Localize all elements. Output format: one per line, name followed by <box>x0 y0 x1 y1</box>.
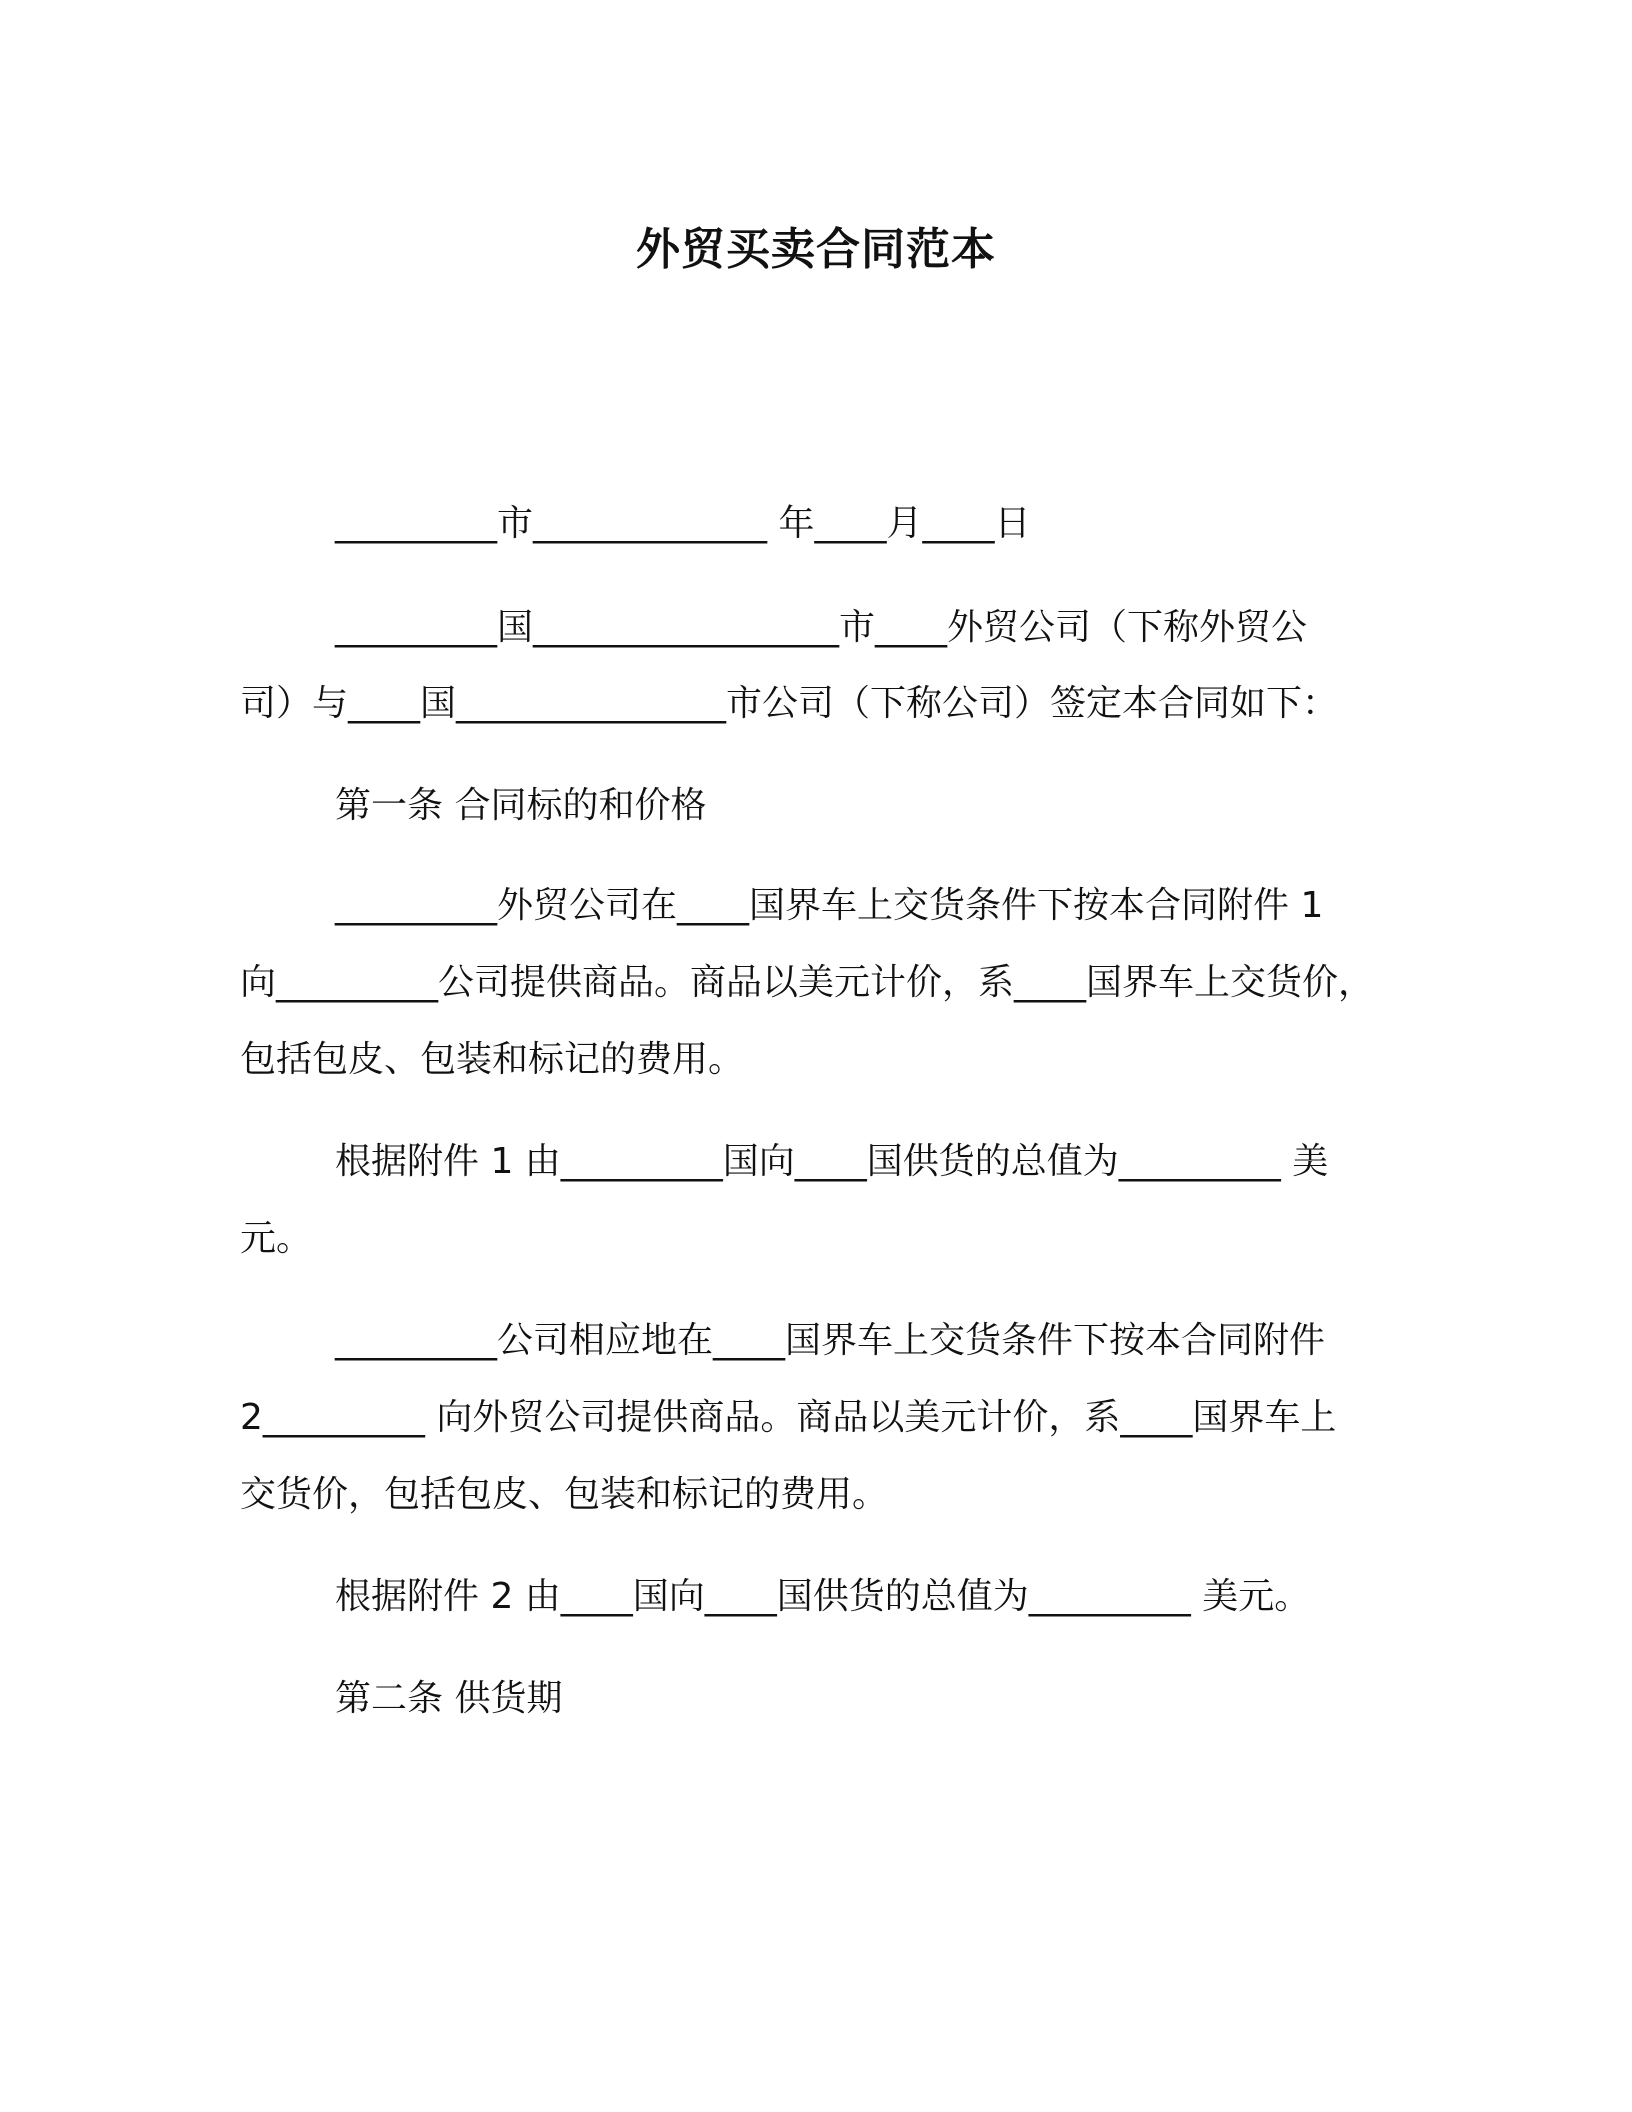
article-1-para-3-line-3: 交货价，包括包皮、包装和标记的费用。 <box>240 1474 889 1515</box>
article-1-para-2-line-2: 元。 <box>240 1218 313 1259</box>
parties-line-1: _________国_________________市____外贸公司（下称外贸公 <box>335 607 1308 648</box>
document-title: 外贸买卖合同范本 <box>636 224 996 275</box>
date-line: _________市_____________ 年____月____日 <box>335 503 1031 544</box>
article-1-para-2-line-1: 根据附件 1 由_________国向____国供货的总值为_________ 美 <box>335 1141 1329 1182</box>
article-1-para-4: 根据附件 2 由____国向____国供货的总值为_________ 美元。 <box>335 1576 1311 1617</box>
article-1-para-1-line-3: 包括包皮、包装和标记的费用。 <box>240 1039 745 1080</box>
article-1-para-3-line-1: _________公司相应地在____国界车上交货条件下按本合同附件 <box>335 1320 1326 1361</box>
article-2-heading: 第二条 供货期 <box>335 1678 563 1719</box>
article-1-para-1-line-2: 向_________公司提供商品。商品以美元计价，系____国界车上交货价， <box>240 962 1375 1003</box>
parties-line-2: 司）与____国_______________市公司（下称公司）签定本合同如下： <box>240 683 1339 724</box>
article-1-para-1-line-1: _________外贸公司在____国界车上交货条件下按本合同附件 1 <box>335 885 1324 926</box>
article-1-para-3-line-2: 2_________ 向外贸公司提供商品。商品以美元计价，系____国界车上 <box>240 1397 1337 1438</box>
article-1-heading: 第一条 合同标的和价格 <box>335 785 707 826</box>
